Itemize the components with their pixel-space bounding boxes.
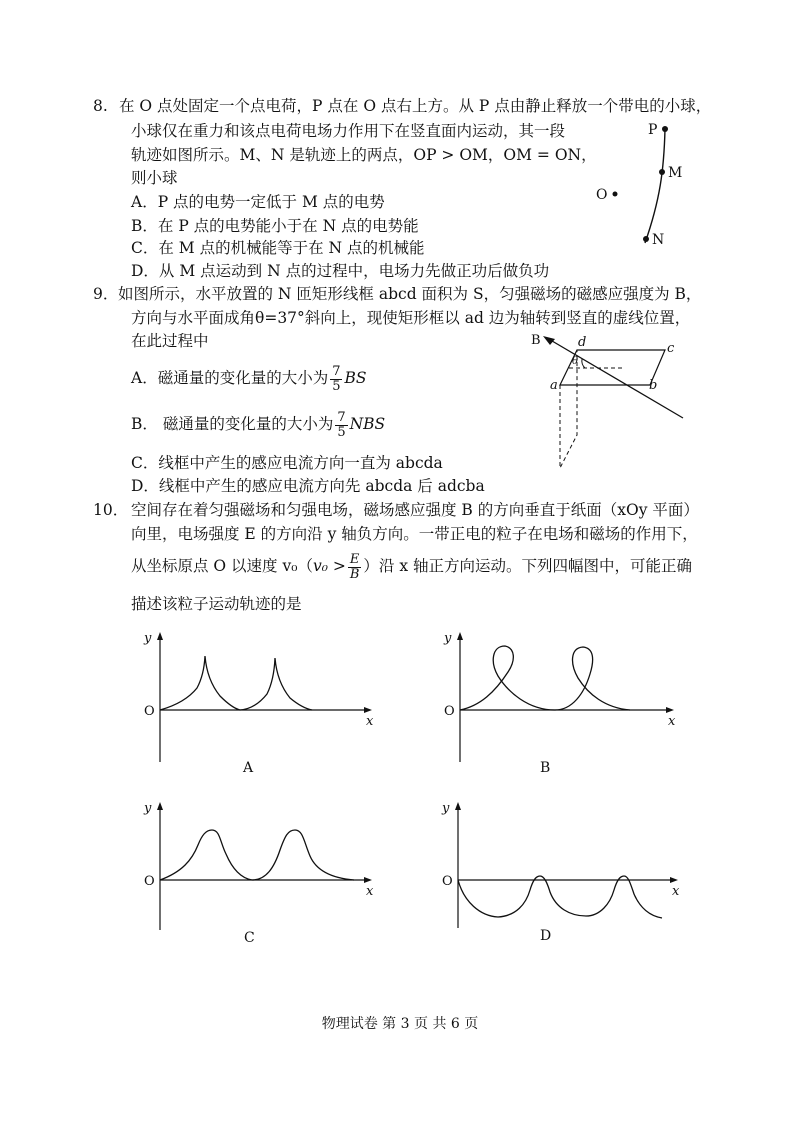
- q9-option-b-numerator: 7: [337, 409, 346, 425]
- q9-option-a-numerator: 7: [332, 363, 341, 379]
- q9-label-a: a: [550, 378, 558, 393]
- q8-stem-line2: 小球仅在重力和该点电荷电场力作用下在竖直面内运动，其一段: [131, 122, 566, 140]
- q9-option-b-expr: NBS: [349, 415, 386, 433]
- q9-option-b-denominator: 5: [337, 424, 346, 440]
- graph-a-origin: O: [144, 704, 155, 719]
- q9-label-b-corner: b: [649, 378, 658, 393]
- q10-stem-line1: 空间存在着匀强磁场和匀强电场，磁场感应强度 B 的方向垂直于纸面（xOy 平面）: [131, 501, 699, 519]
- q8-option-c: C．在 M 点的机械能等于在 N 点的机械能: [131, 239, 425, 257]
- graph-b-trajectory: [460, 646, 630, 710]
- q9-option-c: C．线框中产生的感应电流方向一直为 abcda: [131, 454, 443, 472]
- graph-d-trajectory: [458, 876, 662, 918]
- q8-trajectory-curve: [645, 129, 665, 243]
- graph-b-origin: O: [444, 704, 455, 719]
- q10-graph-b: [440, 630, 680, 780]
- graph-b-y-arrow: [457, 632, 463, 640]
- q9-option-a-expr: BS: [344, 369, 367, 387]
- graph-a-trajectory: [160, 656, 312, 710]
- graph-c-x-label: x: [366, 884, 374, 899]
- q9-option-a-denominator: 5: [332, 378, 341, 394]
- q10-fraction: [348, 553, 362, 582]
- q10-stem-line3-rest: ）沿 x 轴正方向运动。下列四幅图中，可能正确: [363, 557, 693, 575]
- q10-stem-line3: [131, 548, 692, 584]
- q9-label-b: B: [531, 333, 541, 348]
- graph-c-x-arrow: [364, 877, 372, 883]
- graph-b-x-arrow: [666, 707, 674, 713]
- q9-label-theta: θ: [572, 356, 579, 367]
- q9-option-b-text: B． 磁通量的变化量的大小为: [131, 415, 334, 433]
- q10-stem-line2: 向里，电场强度 E 的方向沿 y 轴负方向。一带正电的粒子在电场和磁场的作用下，: [131, 525, 698, 543]
- q9-number: 9．: [93, 285, 119, 303]
- q9-coil-figure: [525, 330, 695, 475]
- q9-stem-line1: 如图所示，水平放置的 N 匝矩形线框 abcd 面积为 S，匀强磁场的磁感应强度为 B，: [118, 285, 702, 303]
- q10-fraction-numerator: E: [348, 553, 362, 568]
- q9-stem-line2: 方向与水平面成角θ=37°斜向上，现使矩形框以 ad 边为轴转到竖直的虚线位置，: [131, 309, 691, 327]
- page-footer: 物理试卷 第 3 页 共 6 页: [321, 1016, 479, 1032]
- graph-a-y-arrow: [157, 632, 163, 640]
- q8-label-n: N: [652, 232, 665, 248]
- q9-label-d: d: [578, 335, 587, 350]
- graph-c-origin: O: [144, 874, 155, 889]
- q10-stem-line4: 描述该粒子运动轨迹的是: [131, 595, 302, 613]
- q8-label-o: O: [596, 187, 608, 203]
- q10-graph-a: [140, 630, 380, 780]
- q8-stem-line1: 在 O 点处固定一个点电荷，P 点在 O 点右上方。从 P 点由静止释放一个带电的小球，: [119, 97, 712, 115]
- graph-b-label: B: [540, 760, 551, 776]
- q8-number: 8.: [93, 97, 108, 115]
- graph-d-x-label: x: [672, 884, 680, 899]
- q8-option-a: A．P 点的电势一定低于 M 点的电势: [131, 193, 385, 211]
- q10-number: 10．: [93, 501, 129, 519]
- graph-a-x-label: x: [366, 714, 374, 729]
- q9-option-a-fraction: [330, 365, 342, 394]
- q9-stem-line3: 在此过程中: [131, 332, 209, 350]
- graph-d-label: D: [540, 928, 552, 944]
- q10-graph-d: [440, 800, 680, 950]
- q9-option-d: D．线框中产生的感应电流方向先 abcda 后 adcba: [131, 477, 485, 495]
- graph-d-y-arrow: [455, 802, 461, 810]
- q8-point-o: [613, 192, 618, 197]
- graph-d-y-label: y: [442, 801, 450, 816]
- graph-a-label: A: [243, 760, 254, 776]
- q10-graph-c: [140, 800, 380, 950]
- q10-stem-line3-text: 从坐标原点 O 以速度 v₀（: [131, 557, 313, 575]
- graph-a-y-label: y: [144, 631, 152, 646]
- graph-c-y-label: y: [144, 801, 152, 816]
- q8-label-m: M: [668, 165, 683, 181]
- graph-d-x-arrow: [670, 877, 678, 883]
- q10-fraction-denominator: B: [349, 566, 360, 582]
- q8-point-p: [662, 126, 668, 132]
- q9-label-c: c: [667, 341, 675, 356]
- q8-label-p: P: [648, 122, 658, 138]
- graph-c-y-arrow: [157, 802, 163, 810]
- q8-option-d: D．从 M 点运动到 N 点的过程中，电场力先做正功后做负功: [131, 262, 550, 280]
- graph-b-y-label: y: [444, 631, 452, 646]
- q10-velocity-condition: v₀ >: [312, 557, 346, 575]
- graph-c-trajectory: [160, 830, 354, 880]
- q8-option-b: B．在 P 点的电势能小于在 N 点的电势能: [131, 217, 419, 235]
- q9-option-b-fraction: [335, 411, 347, 440]
- q9-b-field-arrow: [543, 336, 555, 345]
- q8-stem-line3: 轨迹如图所示。M、N 是轨迹上的两点，OP > OM，OM = ON，: [131, 146, 597, 164]
- graph-a-x-arrow: [364, 707, 372, 713]
- q8-point-m: [659, 169, 665, 175]
- graph-b-x-label: x: [668, 714, 676, 729]
- q8-trajectory-figure: [590, 115, 700, 255]
- q9-option-a: [131, 362, 367, 394]
- q9-option-a-text: A．磁通量的变化量的大小为: [131, 369, 329, 387]
- graph-d-origin: O: [442, 874, 453, 889]
- graph-c-label: C: [244, 930, 255, 946]
- q8-point-n: [643, 236, 649, 242]
- q8-stem-line4: 则小球: [131, 169, 178, 187]
- q9-option-b: [131, 408, 385, 440]
